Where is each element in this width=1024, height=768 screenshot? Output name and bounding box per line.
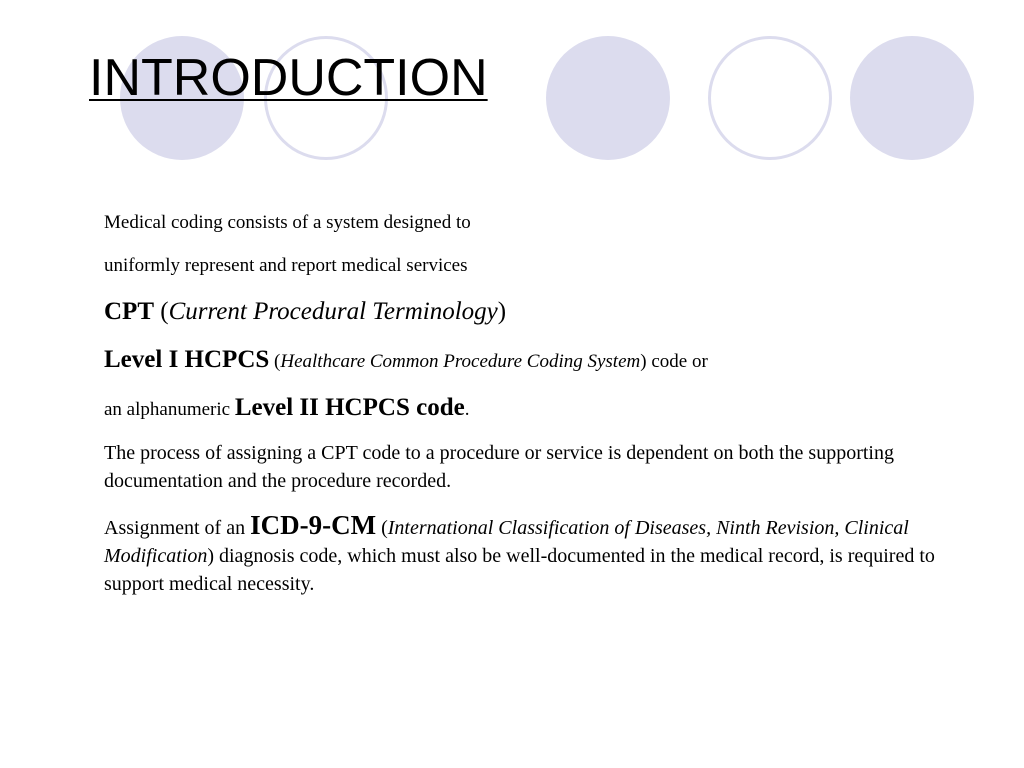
hcpcs-level1-suffix: ) code or: [640, 351, 708, 372]
hcpcs-level1-open-paren: (: [269, 351, 281, 372]
icd-abbreviation: ICD-9-CM: [250, 510, 377, 540]
icd-suffix: ) diagnosis code, which must also be well-documented in the medical record, is required to support medical necessity.: [104, 545, 935, 595]
decorative-filled-circle: [546, 36, 670, 160]
cpt-open-paren: (: [154, 298, 169, 325]
cpt-line: [104, 297, 506, 327]
cpt-full-name: Current Procedural Terminology: [168, 298, 498, 325]
hcpcs-full-name: Healthcare Common Procedure Coding System: [280, 351, 641, 372]
hcpcs-level2-line: [104, 393, 469, 425]
process-paragraph: The process of assigning a CPT code to a procedure or service is dependent on both the supporting documentation and the procedure recorded.: [104, 442, 894, 492]
icd-paragraph: [104, 511, 944, 598]
decorative-filled-circle: [850, 36, 974, 160]
cpt-abbreviation: CPT: [104, 298, 154, 325]
hcpcs-level2-code: Level II HCPCS code: [234, 394, 465, 421]
slide-title: INTRODUCTION: [89, 49, 488, 107]
cpt-close-paren: ): [497, 298, 507, 325]
icd-prefix: Assignment of an: [104, 517, 251, 539]
hcpcs-level2-prefix: an alphanumeric: [104, 399, 235, 420]
decorative-ring-circle: [708, 36, 832, 160]
icd-open-paren: (: [376, 517, 388, 539]
icd-full-name: International Classification of Diseases, Ninth Revision, Clinical Modification: [104, 517, 909, 567]
hcpcs-level2-suffix: .: [464, 399, 470, 420]
hcpcs-level1-abbreviation: Level I HCPCS: [104, 346, 270, 373]
intro-line-1: Medical coding consists of a system designed to: [104, 212, 471, 233]
hcpcs-level1-line: [104, 345, 708, 377]
intro-line-2: uniformly represent and report medical services: [104, 255, 468, 276]
